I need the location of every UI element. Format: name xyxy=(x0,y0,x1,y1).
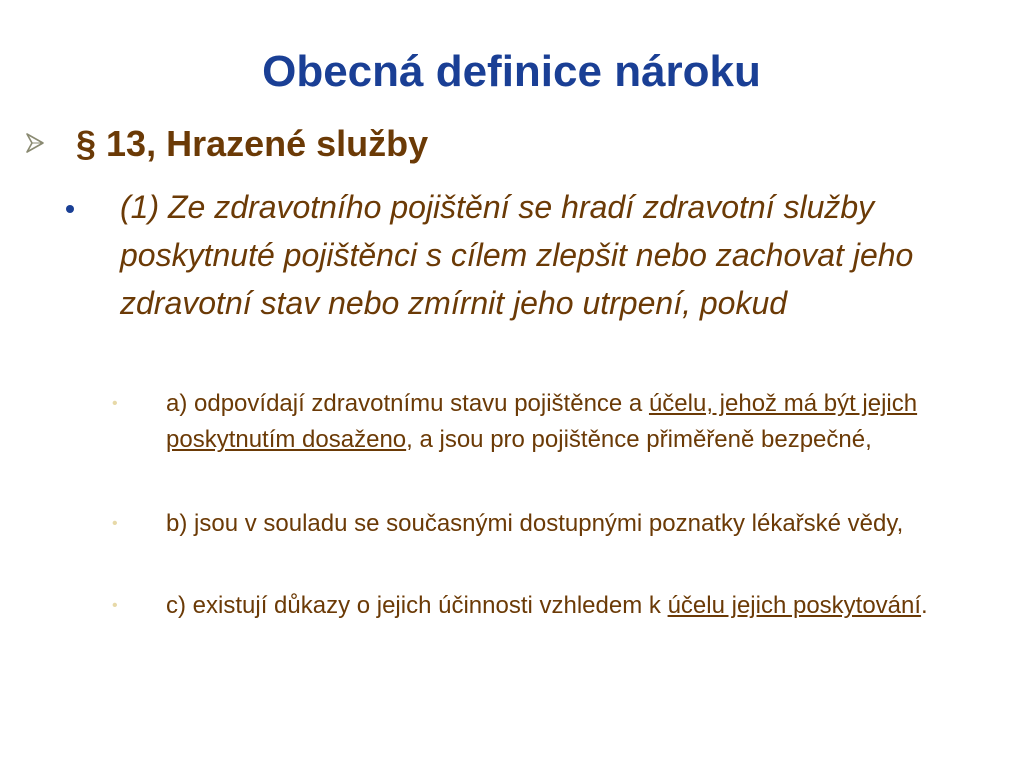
list-item-text xyxy=(166,386,978,458)
underlined-phrase: účelu, jehož má být jejich poskytnutím dosaženo xyxy=(166,390,918,453)
item-suffix: . xyxy=(921,592,928,619)
slide-title: Obecná definice nároku xyxy=(262,47,761,96)
small-dot-bullet-icon: • xyxy=(112,597,118,614)
underlined-phrase: účelu jejich poskytování xyxy=(667,592,922,619)
level1-bullet-item xyxy=(24,120,1004,170)
paragraph-text: (1) Ze zdravotního pojištění se hradí zdravotní služby poskytnuté pojištěnci s cílem zlepšit nebo zachovat jeho zdravotní stav nebo zmírnit jeho utrpení, pokud xyxy=(120,189,914,321)
section-heading: § 13, Hrazené služby xyxy=(76,123,429,164)
list-item-text xyxy=(166,588,978,624)
small-dot-bullet-icon: • xyxy=(112,395,118,412)
arrow-bullet-icon xyxy=(24,132,46,154)
dot-bullet-icon xyxy=(66,205,74,213)
item-prefix: b) jsou v souladu se současnými dostupnými poznatky lékařské vědy, xyxy=(166,510,904,537)
list-item-text xyxy=(166,506,978,542)
item-prefix: a) odpovídají zdravotnímu stavu pojištěnce a xyxy=(166,390,649,417)
item-prefix: c) existují důkazy o jejich účinnosti vzhledem k xyxy=(166,592,668,619)
item-suffix: , a jsou pro pojištěnce přiměřeně bezpečné, xyxy=(406,426,872,453)
small-dot-bullet-icon: • xyxy=(112,515,118,532)
